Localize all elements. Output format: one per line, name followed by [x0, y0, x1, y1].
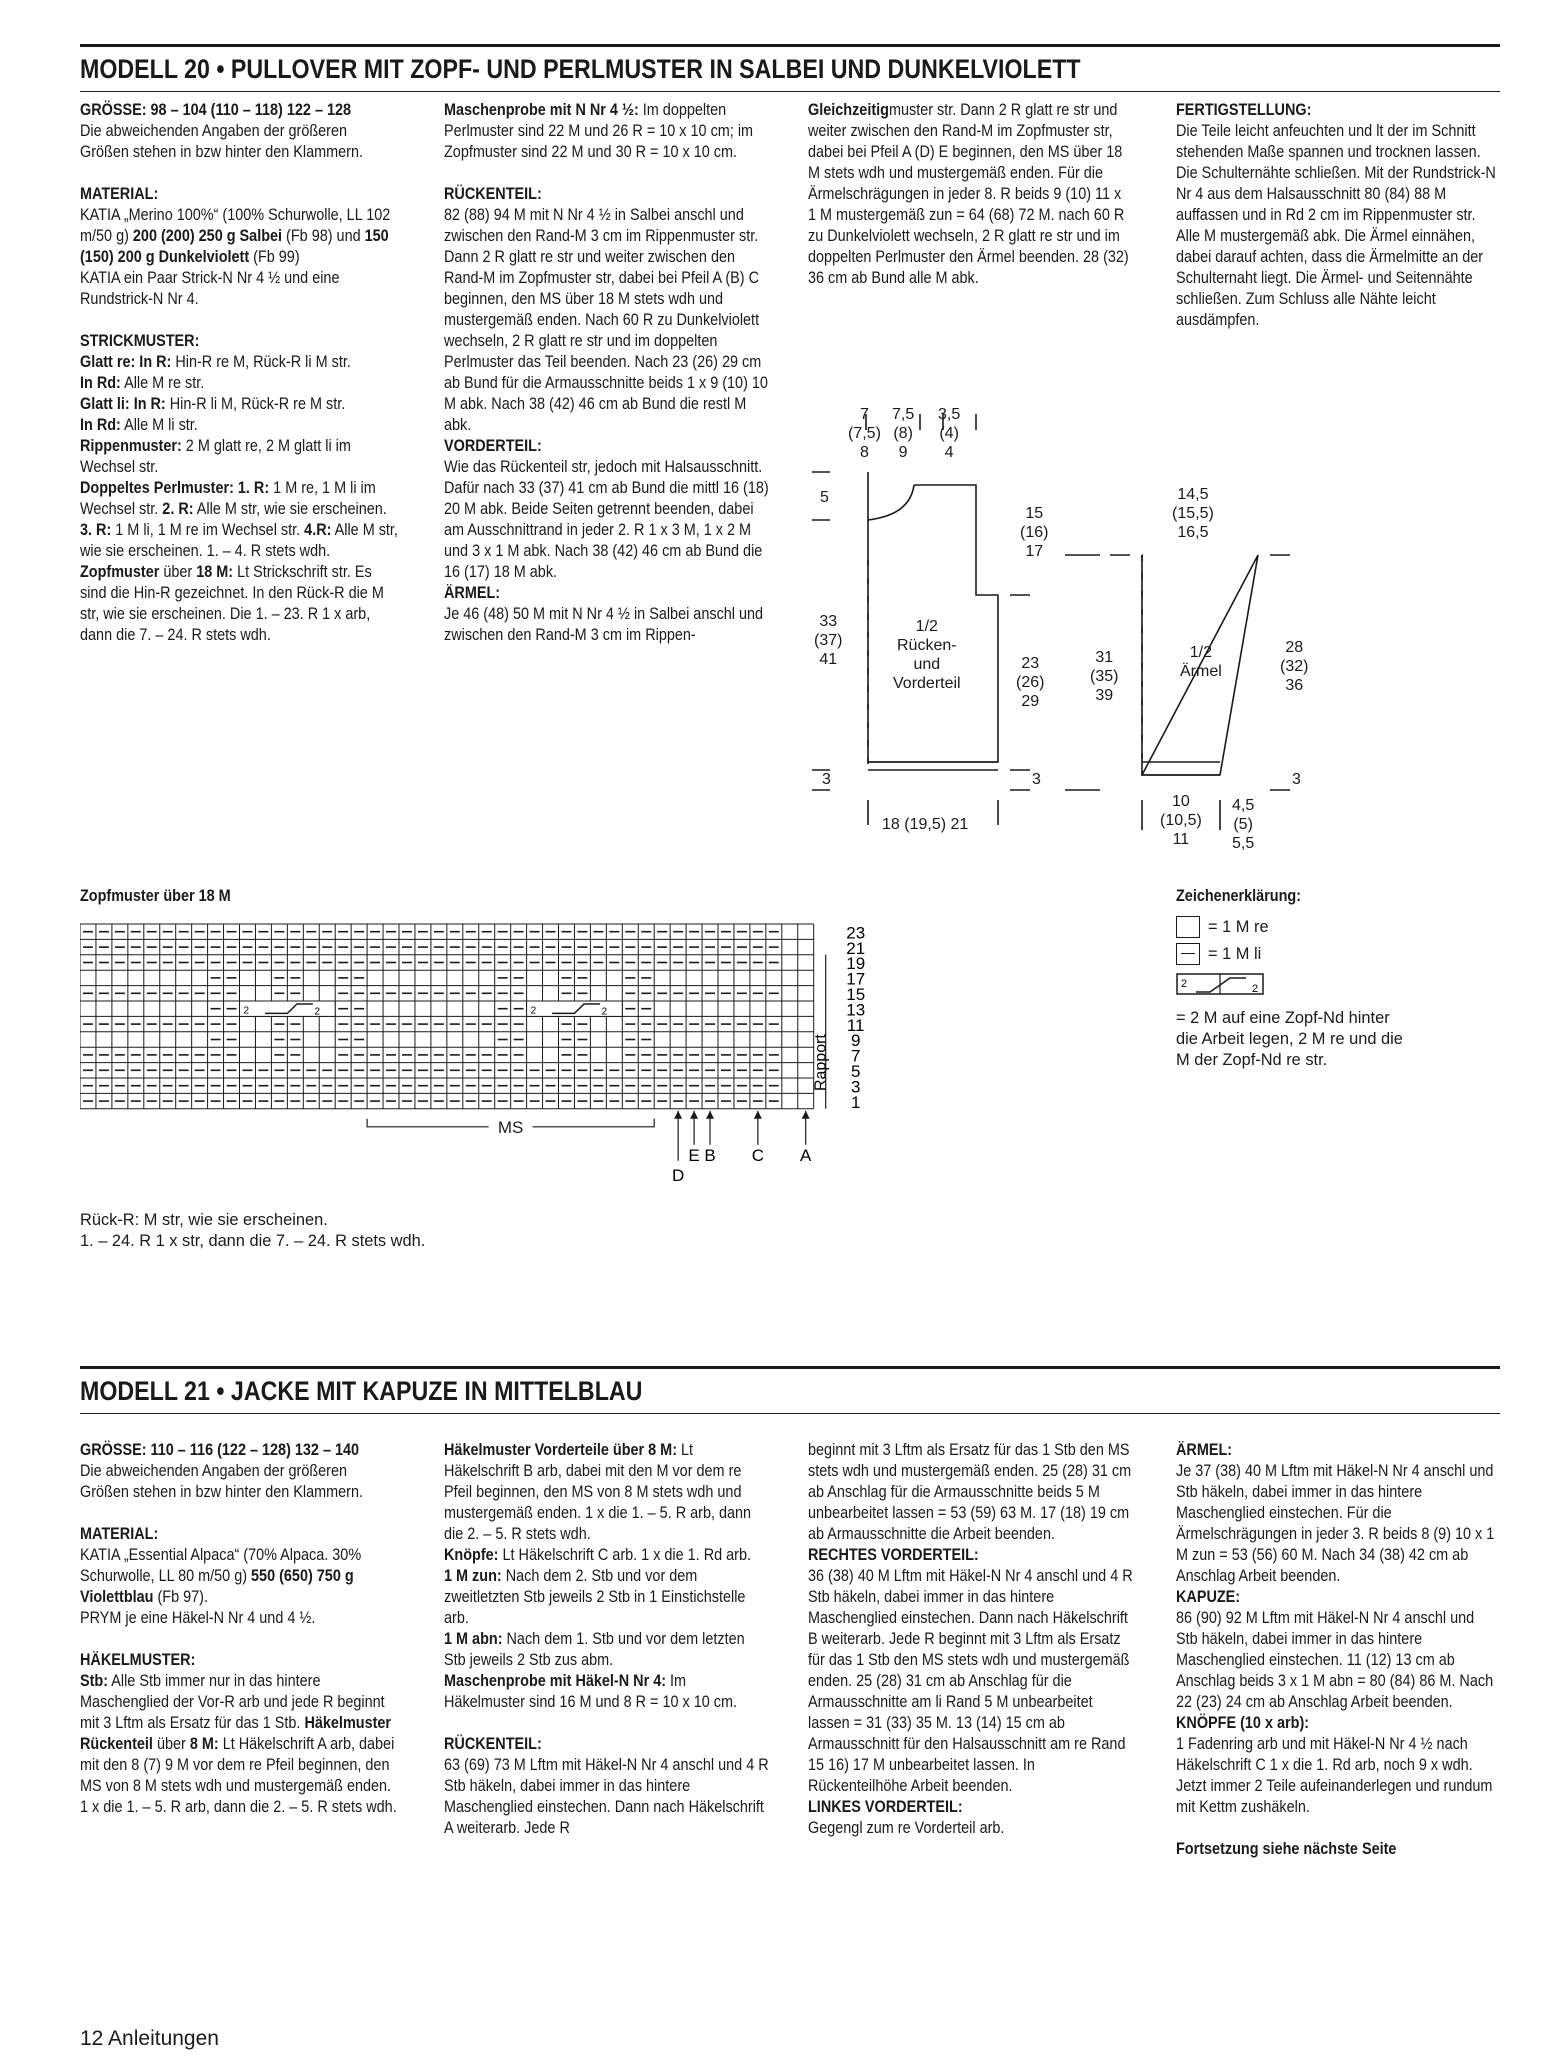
shoulder-width: 3,5 (4) 4 — [938, 406, 961, 461]
arrow-head — [754, 1111, 762, 1119]
row-number: 9 — [850, 1031, 861, 1051]
row-number: 21 — [846, 938, 866, 958]
legend-title: Zeichenerklärung: — [1176, 887, 1302, 905]
body-text: 2 M glatt re, 2 M glatt li im Wechsel str. — [80, 437, 351, 476]
paragraph — [444, 1545, 770, 1566]
paragraph — [444, 583, 770, 604]
model21-column-1 — [80, 1440, 400, 1818]
model20-header — [80, 44, 1500, 92]
row-number: 17 — [846, 969, 866, 989]
body-text: Alle M li str. — [120, 416, 198, 434]
body-text: Alle M str, wie sie erscheinen. — [193, 500, 387, 518]
row-number: 19 — [846, 954, 866, 974]
row-number: 13 — [846, 1000, 866, 1020]
body-text: 1 M re, 1 M li im Wechsel str. — [80, 479, 376, 518]
paragraph — [1176, 1713, 1498, 1734]
paragraph — [80, 1650, 400, 1671]
paragraph — [444, 436, 770, 457]
paragraph — [808, 1797, 1133, 1818]
bold-text: RÜCKENTEIL: — [444, 1735, 542, 1753]
chart-title: Zopfmuster über 18 M — [80, 887, 231, 905]
body-text: Im Häkelmuster sind 16 M und 8 R = 10 x 10 cm. — [444, 1672, 738, 1711]
paragraph — [444, 1671, 770, 1713]
body-text: 82 (88) 94 M mit N Nr 4 ½ in Salbei anschl und zwischen den Rand-M 3 cm im Rippenmuster str. Dann 2 R glatt re str und weiter zwischen den Rand-M im Zopfmuster str, dabei bei Pfeil A (B) C beginnen, den MS über 18 M stets wdh und mustergemäß enden. Nach 60 R zu Dunkelviolett wechseln, 2 R glatt re str und im doppelten Perlmuster das Teil beenden. Nach 23 (26) 29 cm ab Bund für die Armausschnitte beids 1 x 9 (10) 10 M abk. Nach 38 (42) 46 cm ab Bund die restl M abk. — [444, 206, 768, 434]
row-number: 11 — [846, 1015, 865, 1035]
bold-text: 2. R: — [162, 500, 194, 518]
bold-text: 8 M: — [189, 1735, 219, 1753]
legend-knit: = 1 M re — [1208, 917, 1269, 936]
arrow-head — [802, 1111, 810, 1119]
bold-text: 4.R: — [304, 521, 332, 539]
bold-text: 200 (200) 250 g Salbei — [132, 227, 283, 245]
paragraph — [1176, 1587, 1498, 1608]
sleeve-label: 1/2 Ärmel — [1180, 644, 1222, 680]
bold-text: ÄRMEL: — [1176, 1441, 1233, 1459]
bold-text: Gleichzeitig — [808, 101, 889, 119]
body-text: (Fb 98) und — [282, 227, 365, 245]
body-text: Lt Häkelschrift A arb, dabei mit den 8 (7) 9 M vor dem re Pfeil beginnen, den MS von 8 M stets wdh und mustergemäß enden. 1 x die 1. – 5. R arb, dann die 2. – 5. R stets wdh. — [80, 1735, 397, 1816]
paragraph-gap — [80, 163, 400, 184]
side-length: 23 (26) 29 — [1016, 655, 1045, 710]
bold-text: MATERIAL: — [80, 185, 159, 203]
arrow-label: D — [671, 1165, 685, 1185]
bold-text: Zopfmuster — [80, 563, 160, 581]
chart-notes — [80, 1210, 680, 1252]
paragraph — [444, 1440, 770, 1545]
paragraph — [444, 1629, 770, 1671]
bold-text: 550 (650) 750 g Violettblau — [80, 1567, 354, 1606]
model21-header — [80, 1366, 1500, 1414]
paragraph — [80, 268, 400, 310]
model20-title: MODELL 20 • PULLOVER MIT ZOPF- UND PERLMUSTER IN SALBEI UND DUNKELVIOLETT — [80, 54, 1081, 84]
rib-sleeve: 3 — [1292, 771, 1301, 788]
paragraph — [1176, 1608, 1498, 1713]
cable-symbol — [1176, 972, 1266, 996]
bold-text: Maschenprobe mit N Nr 4 ½: — [444, 101, 639, 119]
row-number: 3 — [850, 1077, 861, 1097]
sleeve-increase: 4,5 (5) 5,5 — [1232, 797, 1255, 852]
body-text: Nach dem 2. Stb und vor dem zweitletzten Stb jeweils 2 Stb in 1 Einstichstelle arb. — [444, 1567, 746, 1627]
body-text: Die abweichenden Angaben der größeren Größen stehen in bzw hinter den Klammern. — [80, 1462, 364, 1501]
model21-column-4 — [1176, 1440, 1498, 1860]
paragraph — [1176, 1461, 1498, 1587]
cable-chart — [80, 910, 1170, 1260]
ms-label: MS — [497, 1117, 524, 1137]
paragraph — [808, 1566, 1133, 1797]
bold-text: MATERIAL: — [80, 1525, 159, 1543]
cable-number: 2 — [530, 1005, 537, 1017]
body-text: 36 (38) 40 M Lftm mit Häkel-N Nr 4 anschl und 4 R Stb häkeln, dabei immer in das hintere Maschenglied einstechen. Dann nach Häkelschrift B weiterarb. Jede R beginnt mit 3 Lftm als Ersatz für das 1 Stb den MS stets wdh und mustergemäß enden. 25 (28) 31 cm ab Anschlag für die Armausschnitte am li Rand 5 M unbearbeitet lassen = 31 (33) 35 M. 13 (14) 15 cm ab Armausschnitt für den Halsausschnitt am re Rand 15 16) 17 M unbearbeitet lassen. In Rückenteilhöhe Arbeit beenden. — [808, 1567, 1133, 1795]
body-text: (Fb 97). — [153, 1588, 208, 1606]
paragraph — [808, 1440, 1133, 1545]
neck-depth: 5 — [820, 489, 829, 506]
arrow-head — [706, 1111, 714, 1119]
model21-title: MODELL 21 • JACKE MIT KAPUZE IN MITTELBLAU — [80, 1376, 643, 1406]
bold-text: FERTIGSTELLUNG: — [1176, 101, 1312, 119]
bold-text: Häkelmuster Vorderteile über 8 M: — [444, 1441, 677, 1459]
paragraph-gap — [80, 1503, 400, 1524]
paragraph — [808, 100, 1133, 289]
paragraph — [808, 1818, 1133, 1839]
paragraph — [1176, 1839, 1498, 1860]
paragraph — [1176, 1440, 1498, 1461]
bold-text: KNÖPFE (10 x arb): — [1176, 1714, 1310, 1732]
chart-note-2: 1. – 24. R 1 x str, dann die 7. – 24. R stets wdh. — [80, 1232, 426, 1250]
paragraph-gap — [444, 1713, 770, 1734]
model21-column-3 — [808, 1440, 1133, 1839]
paragraph — [80, 352, 400, 373]
paragraph — [1176, 121, 1498, 331]
model20-column-4 — [1176, 100, 1498, 331]
paragraph — [444, 604, 770, 646]
paragraph — [80, 1461, 400, 1503]
total-length: 33 (37) 41 — [814, 613, 843, 668]
body-text: über — [159, 563, 197, 581]
cable-number: 2 — [314, 1006, 321, 1018]
cable-number: 2 — [601, 1006, 608, 1018]
bold-text: KAPUZE: — [1176, 1588, 1241, 1606]
row-number: 7 — [850, 1046, 861, 1066]
bold-text: 1 M abn: — [444, 1630, 503, 1648]
arrow-label: B — [704, 1145, 716, 1165]
bold-text: In Rd: — [80, 416, 121, 434]
paragraph — [444, 184, 770, 205]
bold-text: STRICKMUSTER: — [80, 332, 200, 350]
row-number: 1 — [850, 1092, 861, 1112]
header-rule — [80, 91, 1500, 92]
paragraph — [80, 1440, 400, 1461]
paragraph — [80, 100, 400, 121]
armhole-depth: 15 (16) 17 — [1020, 505, 1049, 560]
bold-text: Fortsetzung siehe nächste Seite — [1176, 1840, 1397, 1858]
paragraph-gap — [80, 1629, 400, 1650]
bold-text: 18 M: — [196, 563, 234, 581]
chart-note-1: Rück-R: M str, wie sie erscheinen. — [80, 1211, 328, 1229]
paragraph — [444, 1755, 770, 1839]
paragraph-gap — [80, 310, 400, 331]
cable-symbol-number: 2 — [1252, 983, 1259, 995]
paragraph — [80, 1545, 400, 1608]
sleeve-total-length: 28 (32) 36 — [1280, 639, 1309, 694]
legend — [1176, 886, 1476, 1071]
paragraph — [80, 373, 400, 394]
model21-column-2 — [444, 1440, 770, 1839]
body-text: Lt Häkelschrift C arb. 1 x die 1. Rd arb. — [498, 1546, 752, 1564]
paragraph — [80, 478, 400, 562]
bold-text: GRÖSSE: 98 – 104 (110 – 118) 122 – 128 — [80, 101, 352, 119]
paragraph — [80, 331, 400, 352]
body-text: KATIA „Essential Alpaca“ (70% Alpaca. 30% Schurwolle, LL 80 m/50 g) — [80, 1546, 362, 1585]
paragraph — [80, 205, 400, 268]
paragraph — [444, 457, 770, 583]
bold-text: Rippenmuster: — [80, 437, 182, 455]
row-number: 15 — [846, 985, 866, 1004]
body-text: Wie das Rückenteil str, jedoch mit Halsausschnitt. Dafür nach 33 (37) 41 cm ab Bund die mittl 16 (18) 20 M abk. Beide Seiten getrennt beenden, dabei am Ausschnittrand in jeder 2. R 1 x 3 M, 1 x 2 M und 3 x 1 M abk. Nach 38 (42) 46 cm ab Bund die 16 (17) 18 M abk. — [444, 458, 769, 581]
arrow-label: E — [688, 1145, 700, 1165]
bold-text: 3. R: — [80, 521, 112, 539]
row-number: 5 — [850, 1062, 861, 1081]
bold-text: Glatt li: In R: — [80, 395, 166, 413]
bold-text: In Rd: — [80, 374, 121, 392]
row-number: 23 — [846, 923, 866, 943]
model20-column-1 — [80, 100, 400, 646]
paragraph — [80, 415, 400, 436]
paragraph — [80, 1671, 400, 1818]
paragraph — [80, 394, 400, 415]
bold-text: Knöpfe: — [444, 1546, 499, 1564]
body-text: Im doppelten Perlmuster sind 22 M und 26 R = 10 x 10 cm; im Zopfmuster sind 22 M und 30 R = 10 x 10 cm. — [444, 101, 754, 161]
neck-width: 7,5 (8) 9 — [892, 406, 915, 461]
body-text: Lt Häkelschrift B arb, dabei mit den M vor dem re Pfeil beginnen, den MS von 8 M stets wdh und mustergemäß enden. 1 x die 1. – 5. R arb, dann die 2. – 5. R stets wdh. — [444, 1441, 752, 1543]
paragraph — [80, 562, 400, 646]
body-width: 18 (19,5) 21 — [882, 816, 969, 833]
body-text: PRYM je eine Häkel-N Nr 4 und 4 ½. — [80, 1609, 316, 1627]
bold-text: RECHTES VORDERTEIL: — [808, 1546, 979, 1564]
rib-left: 3 — [822, 771, 831, 788]
paragraph — [444, 1566, 770, 1629]
body-text: Alle M str, wie sie erscheinen. 1. – 4. R stets wdh. — [80, 521, 398, 560]
bold-text: Häkelmuster Rückenteil — [80, 1714, 392, 1753]
body-text: 1 M li, 1 M re im Wechsel str. — [111, 521, 305, 539]
arrow-head — [690, 1111, 698, 1119]
legend-cable: = 2 M auf eine Zopf-Nd hinter die Arbeit legen, 2 M re und die M der Zopf-Nd re str. — [1176, 1009, 1403, 1069]
rib-body-right: 3 — [1032, 771, 1041, 788]
body-text: Nach dem 1. Stb und vor dem letzten Stb jeweils 2 Stb zus abm. — [444, 1630, 745, 1669]
body-text: Je 37 (38) 40 M Lftm mit Häkel-N Nr 4 anschl und Stb häkeln, dabei immer in das hintere Maschenglied einstechen. Für die Ärmelschrägungen in jeder 3. R beids 8 (9) 10 x 1 M zun = 53 (56) 60 M. Nach 34 (38) 42 cm ab Anschlag Arbeit beenden. — [1176, 1462, 1495, 1585]
body-text: nach 60 R zu Dunkelviolett wechseln, 2 R glatt re str und im doppelten Perlmuster den Ärmel beenden. 28 (32) 36 cm ab Bund alle M abk. — [808, 206, 1129, 287]
paragraph-gap — [444, 163, 770, 184]
cable-symbol-number: 2 — [1181, 978, 1188, 990]
paragraph — [80, 121, 400, 163]
legend-purl: = 1 M li — [1208, 944, 1262, 963]
arrow-label: A — [800, 1145, 812, 1165]
body-text: Gegengl zum re Vorderteil arb. — [808, 1819, 1005, 1837]
paragraph — [1176, 100, 1498, 121]
body-text: muster str. Dann 2 R glatt re str und weiter zwischen den Rand-M im Zopfmuster str, dabei bei Pfeil A (D) E beginnen, den MS über 18 M stets wdh und mustergemäß enden. Für die Ärmelschrägungen in jeder 8. R beids 9 (10) 11 x 1 M mustergemäß zun = 64 (68) 72 M. — [808, 101, 1123, 224]
body-text: 1 Fadenring arb und mit Häkel-N Nr 4 ½ nach Häkelschrift C 1 x die 1. Rd arb, noch 9 x wdh. Jetzt immer 2 Teile aufeinanderlegen und rundum mit Kettm zushäkeln. — [1176, 1735, 1493, 1816]
knit-symbol — [1176, 916, 1200, 938]
model20-column-3 — [808, 100, 1133, 289]
body-text: 63 (69) 73 M Lftm mit Häkel-N Nr 4 anschl und 4 R Stb häkeln, dabei immer in das hintere Maschenglied einstechen. Dann nach Häkelschrift A weiterarb. Jede R — [444, 1756, 769, 1837]
cable-number: 2 — [243, 1005, 250, 1017]
body-text: Hin-R re M, Rück-R li M str. — [171, 353, 351, 371]
paragraph-gap — [1176, 1818, 1498, 1839]
body-text: KATIA ein Paar Strick-N Nr 4 ½ und eine Rundstrick-N Nr 4. — [80, 269, 340, 308]
paragraph — [80, 184, 400, 205]
bold-text: GRÖSSE: 110 – 116 (122 – 128) 132 – 140 — [80, 1441, 360, 1459]
page-footer: 12 Anleitungen — [80, 2027, 219, 2050]
bold-text: Glatt re: In R: — [80, 353, 172, 371]
body-text: Alle Stb immer nur in das hintere Maschenglied der Vor-R arb und jede R beginnt mit 3 Lftm als Ersatz für das 1 Stb. — [80, 1672, 385, 1732]
arrow-head — [674, 1111, 682, 1119]
paragraph — [808, 1545, 1133, 1566]
purl-symbol — [1176, 943, 1200, 965]
paragraph — [444, 1734, 770, 1755]
sleeve-bottom-width: 10 (10,5) 11 — [1160, 793, 1202, 848]
body-text: Alle M re str. — [120, 374, 205, 392]
body-text: über — [152, 1735, 190, 1753]
body-top-width: 7 (7,5) 8 — [848, 406, 881, 461]
body-text: Hin-R li M, Rück-R re M str. — [165, 395, 346, 413]
sleeve-top-width: 14,5 (15,5) 16,5 — [1172, 486, 1214, 541]
bold-text: HÄKELMUSTER: — [80, 1651, 196, 1669]
header-rule — [80, 1413, 1500, 1414]
model20-column-2 — [444, 100, 770, 646]
body-text: Die Teile leicht anfeuchten und lt der im Schnitt stehenden Maße spannen und trocknen lassen. Die Schulternähte schließen. Mit der Rundstrick-N Nr 4 aus dem Halsausschnitt 80 (84) 88 M auffassen und in Rd 2 cm im Rippenmuster str. Alle M mustergemäß abk. Die Ärmel einnähen, dabei darauf achten, dass die Ärmelmitte an der Schulternaht liegt. Die Ärmel- und Seitennähte schließen. Zum Schluss alle Nähte leicht ausdämpfen. — [1176, 122, 1496, 329]
bold-text: 150 (150) 200 g Dunkelviolett — [80, 227, 389, 266]
arrow-label: C — [751, 1145, 765, 1165]
bold-text: 1 M zun: — [444, 1567, 502, 1585]
body-text: 86 (90) 92 M Lftm mit Häkel-N Nr 4 anschl und Stb häkeln, dabei immer in das hintere Maschenglied einstechen. 11 (12) 13 cm ab Anschlag beids 3 x 1 M abn = 80 (84) 86 M. Nach 22 (23) 24 cm ab Anschlag Arbeit beenden. — [1176, 1609, 1494, 1711]
body-text: KATIA „Merino 100%“ (100% Schurwolle, LL 102 m/50 g) — [80, 206, 391, 245]
bold-text: Doppeltes Perlmuster: 1. R: — [80, 479, 270, 497]
body-text: Je 46 (48) 50 M mit N Nr 4 ½ in Salbei anschl und zwischen den Rand-M 3 cm im Rippen- — [444, 605, 764, 644]
rapport-label: Rapport — [812, 1034, 830, 1092]
body-outline — [812, 414, 1290, 830]
body-text: Lt Strickschrift str. Es sind die Hin-R gezeichnet. In den Rück-R die M str, wie sie erscheinen. Die 1. – 23. R 1 x arb, dann die 7. – 24. R stets wdh. — [80, 563, 384, 644]
body-text: Die abweichenden Angaben der größeren Größen stehen in bzw hinter den Klammern. — [80, 122, 364, 161]
body-label: 1/2 Rücken- und Vorderteil — [893, 618, 961, 692]
paragraph — [80, 1608, 400, 1629]
bold-text: VORDERTEIL: — [444, 437, 542, 455]
bold-text: LINKES VORDERTEIL: — [808, 1798, 963, 1816]
paragraph — [444, 205, 770, 436]
paragraph — [1176, 1734, 1498, 1818]
bold-text: RÜCKENTEIL: — [444, 185, 542, 203]
body-text: beginnt mit 3 Lftm als Ersatz für das 1 Stb den MS stets wdh und mustergemäß enden. 25 (28) 31 cm ab Anschlag für die Armausschnitte beids 5 M unbearbeitet lassen = 53 (59) 63 M. 17 (18) 19 cm ab Armausschnitte die Arbeit beenden. — [808, 1441, 1132, 1543]
body-text: (Fb 99) — [249, 248, 300, 266]
bold-text: Maschenprobe mit Häkel-N Nr 4: — [444, 1672, 667, 1690]
paragraph — [444, 100, 770, 163]
paragraph — [80, 436, 400, 478]
bold-text: ÄRMEL: — [444, 584, 501, 602]
paragraph — [80, 1524, 400, 1545]
bold-text: Stb: — [80, 1672, 109, 1690]
sleeve-length: 31 (35) 39 — [1090, 649, 1119, 704]
